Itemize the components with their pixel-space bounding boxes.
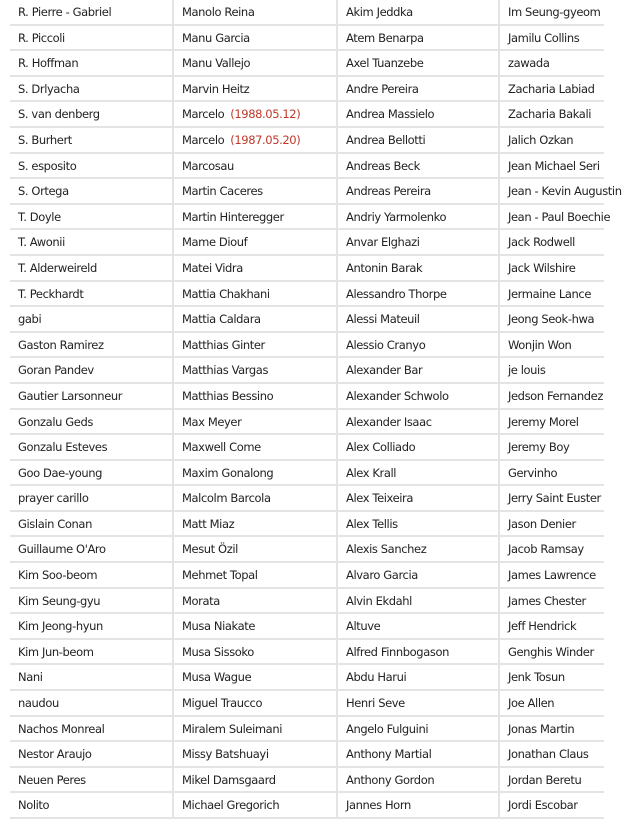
table-cell (500, 742, 610, 766)
table-cell (174, 665, 338, 689)
player-name: Matthias Bessino (182, 388, 274, 403)
player-name: S. Drlyacha (18, 81, 80, 96)
player-name: Jeremy Morel (508, 414, 579, 429)
table-cell (174, 691, 338, 715)
table-cell (500, 102, 610, 126)
player-name: Maxim Gonalong (182, 465, 274, 480)
player-name: zawada (508, 56, 550, 71)
table-cell (338, 205, 500, 229)
player-name: Martin Hinteregger (182, 209, 284, 224)
player-name: Jeong Seok-hwa (508, 312, 595, 327)
table-row (10, 537, 604, 563)
table-cell (10, 128, 174, 152)
table-cell (338, 102, 500, 126)
table-cell (500, 640, 610, 664)
table-row (10, 768, 604, 794)
table-cell (500, 717, 610, 741)
table-cell (500, 512, 610, 536)
table-cell (338, 691, 500, 715)
player-name: Akim Jeddka (346, 5, 413, 19)
table-cell (500, 537, 610, 561)
player-name: Nachos Monreal (18, 721, 105, 736)
player-name: Zacharia Bakali (508, 107, 592, 122)
table-cell (10, 77, 174, 101)
player-name: Axel Tuanzebe (346, 56, 424, 71)
table-row (10, 230, 604, 256)
player-name: Kim Seung-gyu (18, 593, 101, 608)
table-cell (10, 793, 174, 817)
table-cell (174, 410, 338, 434)
table-cell (500, 486, 610, 510)
table-cell (500, 282, 610, 306)
table-row (10, 307, 604, 333)
player-name: Alessandro Thorpe (346, 286, 447, 301)
player-name: Jack Rodwell (508, 235, 575, 250)
table-row (10, 358, 604, 384)
table-cell (500, 154, 610, 178)
table-cell (500, 793, 610, 817)
table-cell (500, 51, 610, 75)
player-name: Guillaume O'Aro (18, 542, 106, 557)
table-row (10, 154, 604, 180)
player-name: Jason Denier (508, 516, 576, 531)
table-cell (500, 410, 610, 434)
player-name: R. Hoffman (18, 56, 79, 71)
player-name: Henri Seve (346, 696, 405, 711)
table-cell (338, 282, 500, 306)
table-cell (174, 537, 338, 561)
player-name: Marcelo (182, 132, 225, 147)
player-name: James Chester (508, 593, 586, 608)
table-cell (10, 0, 174, 24)
table-cell (500, 307, 610, 331)
player-name: T. Awonii (18, 235, 65, 250)
table-cell (174, 102, 338, 126)
table-cell (174, 563, 338, 587)
table-cell (500, 461, 610, 485)
player-name: Gonzalu Esteves (18, 440, 108, 455)
player-name: Alessio Cranyo (346, 337, 426, 352)
player-name: Anthony Martial (346, 747, 432, 762)
table-row (10, 333, 604, 359)
table-cell (174, 0, 338, 24)
table-cell (10, 665, 174, 689)
player-name: Jeremy Boy (508, 440, 570, 455)
player-name: Nolito (18, 798, 50, 813)
player-name: Marcosau (182, 158, 234, 173)
table-cell (174, 307, 338, 331)
table-cell (500, 230, 610, 254)
table-cell (174, 384, 338, 408)
player-name: Mehmet Topal (182, 568, 258, 583)
player-name: Joe Allen (508, 696, 555, 711)
table-cell (10, 205, 174, 229)
table-row (10, 256, 604, 282)
table-cell (338, 26, 500, 50)
table-cell (338, 537, 500, 561)
table-cell (174, 461, 338, 485)
table-cell (500, 128, 610, 152)
player-name: Gervinho (508, 465, 558, 480)
table-cell (174, 742, 338, 766)
table-cell (500, 665, 610, 689)
table-cell (174, 26, 338, 50)
table-cell (174, 768, 338, 792)
player-name: Nestor Araujo (18, 747, 92, 762)
table-cell (174, 205, 338, 229)
player-name: Antonin Barak (346, 260, 423, 275)
player-name: Morata (182, 593, 220, 608)
table-cell (338, 358, 500, 382)
player-name: Nani (18, 670, 43, 685)
table-cell (10, 691, 174, 715)
table-cell (338, 435, 500, 459)
table-row (10, 512, 604, 538)
table-cell (10, 742, 174, 766)
table-cell (338, 665, 500, 689)
player-name: Michael Gregorich (182, 798, 280, 813)
player-name: Jerry Saint Euster (508, 491, 601, 506)
table-cell (338, 717, 500, 741)
table-cell (10, 461, 174, 485)
player-name: Atem Benarpa (346, 30, 424, 45)
table-cell (500, 589, 610, 613)
table-cell (338, 640, 500, 664)
table-row (10, 26, 604, 52)
player-name: Alexander Isaac (346, 414, 432, 429)
table-cell (174, 512, 338, 536)
player-name: Genghis Winder (508, 644, 594, 659)
player-name: Andreas Beck (346, 158, 420, 173)
player-name: Manu Garcia (182, 30, 250, 45)
table-cell (500, 333, 610, 357)
table-cell (10, 154, 174, 178)
table-cell (338, 154, 500, 178)
table-cell (338, 486, 500, 510)
table-cell (10, 358, 174, 382)
table-row (10, 384, 604, 410)
table-cell (338, 51, 500, 75)
player-name: Kim Soo-beom (18, 568, 98, 583)
player-name: Jeff Hendrick (508, 619, 577, 634)
table-row (10, 410, 604, 436)
player-name: Altuve (346, 619, 381, 634)
player-name: gabi (18, 312, 42, 327)
table-cell (338, 384, 500, 408)
player-name: Musa Niakate (182, 619, 256, 634)
player-name: Kim Jeong-hyun (18, 619, 103, 634)
player-name: Jonas Martin (508, 721, 575, 736)
player-name: Max Meyer (182, 414, 242, 429)
player-name: Gaston Ramirez (18, 337, 104, 352)
table-cell (500, 77, 610, 101)
player-name: Alex Tellis (346, 516, 398, 531)
player-name: Gonzalu Geds (18, 414, 93, 429)
player-name: Mikel Damsgaard (182, 772, 276, 787)
table-row (10, 742, 604, 768)
table-cell (338, 0, 500, 24)
table-row (10, 691, 604, 717)
table-cell (500, 0, 610, 24)
player-name: Andriy Yarmolenko (346, 209, 447, 224)
player-name: Alvaro Garcia (346, 568, 418, 583)
table-row (10, 51, 604, 77)
player-name: Andre Pereira (346, 81, 419, 96)
player-name: Im Seung-gyeom (508, 5, 601, 19)
birth-date: (1987.05.20) (230, 132, 301, 147)
player-name: Jacob Ramsay (508, 542, 584, 557)
table-row (10, 640, 604, 666)
player-name: S. Ortega (18, 184, 69, 199)
player-name: T. Doyle (18, 209, 61, 224)
table-row (10, 563, 604, 589)
table-cell (174, 51, 338, 75)
table-cell (174, 179, 338, 203)
player-name: Zacharia Labiad (508, 81, 595, 96)
table-cell (174, 128, 338, 152)
player-name: Alexander Bar (346, 363, 423, 378)
player-name: Alexis Sanchez (346, 542, 427, 557)
table-cell (10, 307, 174, 331)
player-name: Musa Sissoko (182, 644, 254, 659)
player-name: prayer carillo (18, 491, 89, 506)
table-row (10, 665, 604, 691)
table-cell (10, 179, 174, 203)
table-cell (500, 256, 610, 280)
player-name-table (10, 0, 622, 829)
table-row (10, 486, 604, 512)
player-name: Alexander Schwolo (346, 388, 449, 403)
player-name: Miralem Suleimani (182, 721, 283, 736)
table-cell (174, 154, 338, 178)
player-name: Manu Vallejo (182, 56, 251, 71)
table-cell (500, 205, 610, 229)
player-name: Jack Wilshire (508, 260, 576, 275)
table-cell (338, 230, 500, 254)
table-cell (174, 793, 338, 817)
table-cell (174, 77, 338, 101)
player-name: S. Burhert (18, 132, 72, 147)
table-cell (10, 384, 174, 408)
player-name: Goo Dae-young (18, 465, 103, 480)
table-cell (10, 26, 174, 50)
player-name: Alex Krall (346, 465, 397, 480)
table-cell (338, 77, 500, 101)
table-cell (338, 179, 500, 203)
player-name: Jean Michael Seri (508, 158, 600, 173)
table-row (10, 128, 604, 154)
table-cell (500, 614, 610, 638)
table-cell (174, 230, 338, 254)
table-cell (10, 486, 174, 510)
table-cell (10, 282, 174, 306)
table-cell (174, 256, 338, 280)
player-name: Matt Miaz (182, 516, 235, 531)
player-name: Mame Diouf (182, 235, 248, 250)
player-name: Gautier Larsonneur (18, 388, 123, 403)
table-cell (174, 640, 338, 664)
table-cell (338, 512, 500, 536)
player-name: R. Piccoli (18, 30, 65, 45)
player-name: Musa Wague (182, 670, 252, 685)
table-cell (500, 563, 610, 587)
table-cell (338, 307, 500, 331)
table-cell (174, 717, 338, 741)
table-row (10, 793, 604, 819)
player-name: Manolo Reina (182, 5, 255, 19)
table-cell (174, 589, 338, 613)
player-name: Anthony Gordon (346, 772, 435, 787)
player-name: Alessi Mateuil (346, 312, 420, 327)
player-name: Alfred Finnbogason (346, 644, 449, 659)
table-cell (10, 102, 174, 126)
player-name: Mesut Özil (182, 542, 238, 557)
player-name: Goran Pandev (18, 363, 94, 378)
table-row (10, 77, 604, 103)
table-cell (500, 358, 610, 382)
table-cell (500, 26, 610, 50)
table-row (10, 205, 611, 231)
table-cell (338, 589, 500, 613)
player-name: Andrea Bellotti (346, 132, 426, 147)
table-cell (500, 179, 622, 203)
player-name: Jamilu Collins (508, 30, 580, 45)
player-name: Jean - Kevin Augustin (508, 184, 622, 199)
player-name: Matthias Ginter (182, 337, 265, 352)
table-row (10, 0, 604, 26)
player-name: R. Pierre - Gabriel (18, 5, 112, 19)
player-name: Alvin Ekdahl (346, 593, 412, 608)
player-name: Abdu Harui (346, 670, 407, 685)
table-cell (10, 563, 174, 587)
table-cell (338, 256, 500, 280)
player-name: Alex Colliado (346, 440, 416, 455)
table-row (10, 717, 604, 743)
player-name: Neuen Peres (18, 772, 86, 787)
player-name: Anvar Elghazi (346, 235, 420, 250)
table-row (10, 435, 604, 461)
table-cell (500, 691, 610, 715)
table-cell (10, 589, 174, 613)
player-name: Matthias Vargas (182, 363, 269, 378)
player-name: Jenk Tosun (508, 670, 565, 685)
table-row (10, 589, 604, 615)
table-cell (10, 640, 174, 664)
table-cell (174, 282, 338, 306)
table-row (10, 179, 622, 205)
table-cell (500, 384, 610, 408)
player-name: Alex Teixeira (346, 491, 414, 506)
player-name: Miguel Traucco (182, 696, 263, 711)
table-cell (338, 742, 500, 766)
table-cell (174, 435, 338, 459)
table-row (10, 614, 604, 640)
player-name: Jordan Beretu (508, 772, 582, 787)
player-name: Marcelo (182, 107, 225, 122)
player-name: Mattia Chakhani (182, 286, 270, 301)
player-name: Martin Caceres (182, 184, 263, 199)
table-cell (10, 230, 174, 254)
player-name: Andreas Pereira (346, 184, 431, 199)
player-name: Andrea Massielo (346, 107, 435, 122)
player-name: je louis (508, 363, 546, 378)
player-name: Jean - Paul Boechie (508, 209, 611, 224)
table-cell (174, 333, 338, 357)
player-name: Malcolm Barcola (182, 491, 271, 506)
player-name: Jalich Ozkan (508, 132, 574, 147)
table-cell (500, 435, 610, 459)
table-row (10, 102, 604, 128)
player-name: T. Peckhardt (18, 286, 84, 301)
player-name: James Lawrence (508, 568, 596, 583)
player-name: Wonjin Won (508, 337, 572, 352)
table-cell (500, 768, 610, 792)
table-cell (338, 614, 500, 638)
player-name: Kim Jun-beom (18, 644, 94, 659)
player-name: Jordi Escobar (508, 798, 578, 813)
player-name: naudou (18, 696, 59, 711)
player-name: Mattia Caldara (182, 312, 261, 327)
player-name: T. Alderweireld (18, 260, 97, 275)
player-name: S. van denberg (18, 107, 100, 122)
player-name: Jedson Fernandez (508, 388, 603, 403)
birth-date: (1988.05.12) (230, 107, 301, 122)
table-row (10, 461, 604, 487)
table-cell (10, 512, 174, 536)
table-cell (338, 793, 500, 817)
table-cell (174, 358, 338, 382)
player-name: Maxwell Come (182, 440, 261, 455)
table-cell (10, 435, 174, 459)
table-cell (338, 461, 500, 485)
table-cell (10, 333, 174, 357)
table-cell (338, 128, 500, 152)
player-name: Gislain Conan (18, 516, 92, 531)
table-cell (10, 717, 174, 741)
player-name: Jannes Horn (346, 798, 411, 813)
player-name: S. esposito (18, 158, 77, 173)
player-name: Angelo Fulguini (346, 721, 429, 736)
table-cell (10, 256, 174, 280)
player-name: Jermaine Lance (508, 286, 591, 301)
table-cell (338, 563, 500, 587)
table-cell (10, 51, 174, 75)
table-cell (10, 614, 174, 638)
table-cell (338, 333, 500, 357)
player-name: Marvin Heitz (182, 81, 250, 96)
table-cell (338, 768, 500, 792)
table-cell (174, 614, 338, 638)
table-cell (338, 410, 500, 434)
player-name: Missy Batshuayi (182, 747, 269, 762)
table-cell (10, 410, 174, 434)
table-cell (174, 486, 338, 510)
table-row (10, 282, 604, 308)
table-cell (10, 768, 174, 792)
table-cell (10, 537, 174, 561)
player-name: Jonathan Claus (508, 747, 589, 762)
player-name: Matei Vidra (182, 260, 243, 275)
